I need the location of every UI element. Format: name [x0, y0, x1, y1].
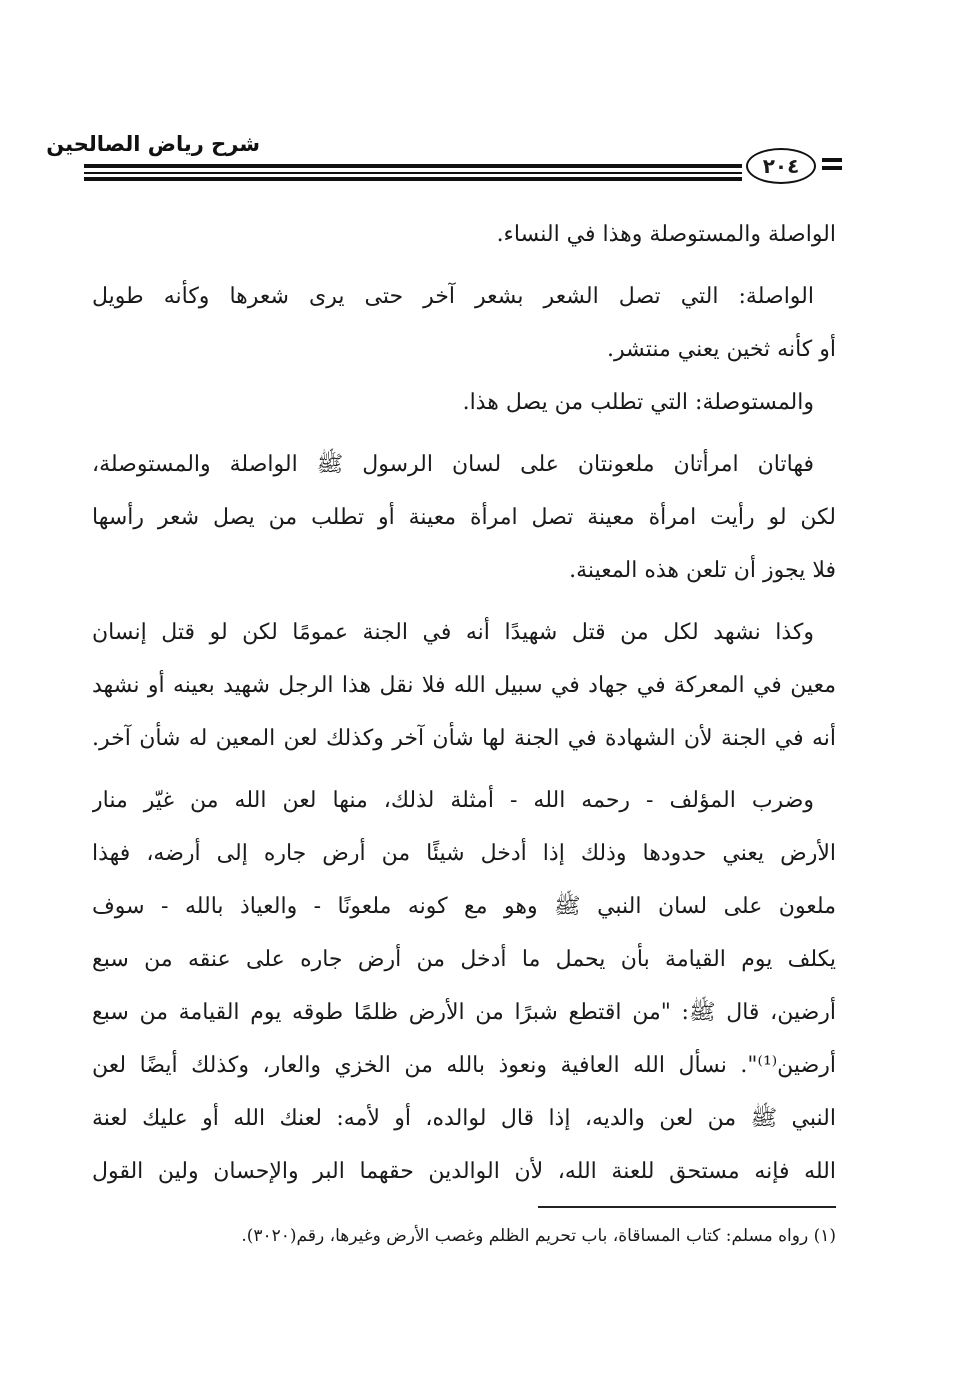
page-header — [46, 128, 862, 188]
text-line: الأرض يعني حدودها وذلك إذا أدخل شيئًا من أرض جاره إلى أرضه، فهذا — [92, 841, 836, 866]
text-line: أنه في الجنة لأن الشهادة في الجنة لها شأن آخر وكذلك لعن المعين له شأن آخر. — [92, 726, 836, 751]
footnote-separator — [538, 1206, 836, 1208]
header-rule — [84, 172, 742, 174]
text-line: النبي ﷺ من لعن والديه، إذا قال لوالده، أو لأمه: لعنك الله أو عليك لعنة — [92, 1106, 836, 1131]
text-line: أرضين، قال ﷺ: "من اقتطع شبرًا من الأرض ظلمًا طوقه يوم القيامة من سبع — [92, 1000, 836, 1025]
text-line: فلا يجوز أن تلعن هذه المعينة. — [569, 558, 836, 583]
book-title: شرح رياض الصالحين — [46, 132, 260, 156]
header-ornament — [822, 158, 842, 174]
page-number: ٢٠٤ — [746, 148, 816, 184]
text-line: أرضين⁽¹⁾". نسأل الله العافية ونعوذ بالله من الخزي والعار، وكذلك أيضًا لعن — [92, 1053, 836, 1078]
text-line: وكذا نشهد لكل من قتل شهيدًا أنه في الجنة عمومًا لكن لو قتل إنسان — [92, 620, 815, 645]
body-text — [92, 208, 836, 1198]
text-line: الله فإنه مستحق للعنة الله، لأن الوالدين حقهما البر والإحسان ولين القول — [92, 1159, 836, 1184]
text-line: فهاتان امرأتان ملعونتان على لسان الرسول ﷺ الواصلة والمستوصلة، — [92, 452, 814, 477]
text-line: الواصلة: التي تصل الشعر بشعر آخر حتى يرى شعرها وكأنه طويل — [92, 284, 814, 309]
text-line: معين في المعركة في جهاد في سبيل الله فلا نقل هذا الرجل شهيد بعينه أو نشهد — [92, 673, 836, 698]
footnote: (١) رواه مسلم: كتاب المساقاة، باب تحريم الظلم وغصب الأرض وغيرها، رقم(٣٠٢٠). — [241, 1226, 836, 1246]
text-line: والمستوصلة: التي تطلب من يصل هذا. — [462, 390, 814, 415]
text-line: يكلف يوم القيامة بأن يحمل ما أدخل من أرض جاره على عنقه من سبع — [92, 947, 836, 972]
text-line: وضرب المؤلف - رحمه الله - أمثلة لذلك، منها لعن الله من غيّر منار — [92, 788, 814, 813]
text-line: لكن لو رأيت امرأة معينة تصل امرأة معينة أو تطلب من يصل شعر رأسها — [92, 505, 836, 530]
header-rule — [84, 164, 742, 168]
text-line: أو كأنه ثخين يعني منتشر. — [606, 337, 836, 362]
text-line: ملعون على لسان النبي ﷺ وهو مع كونه ملعونًا - والعياذ بالله - سوف — [92, 894, 836, 919]
header-rule — [84, 177, 742, 181]
text-line: الواصلة والمستوصلة وهذا في النساء. — [496, 222, 836, 247]
